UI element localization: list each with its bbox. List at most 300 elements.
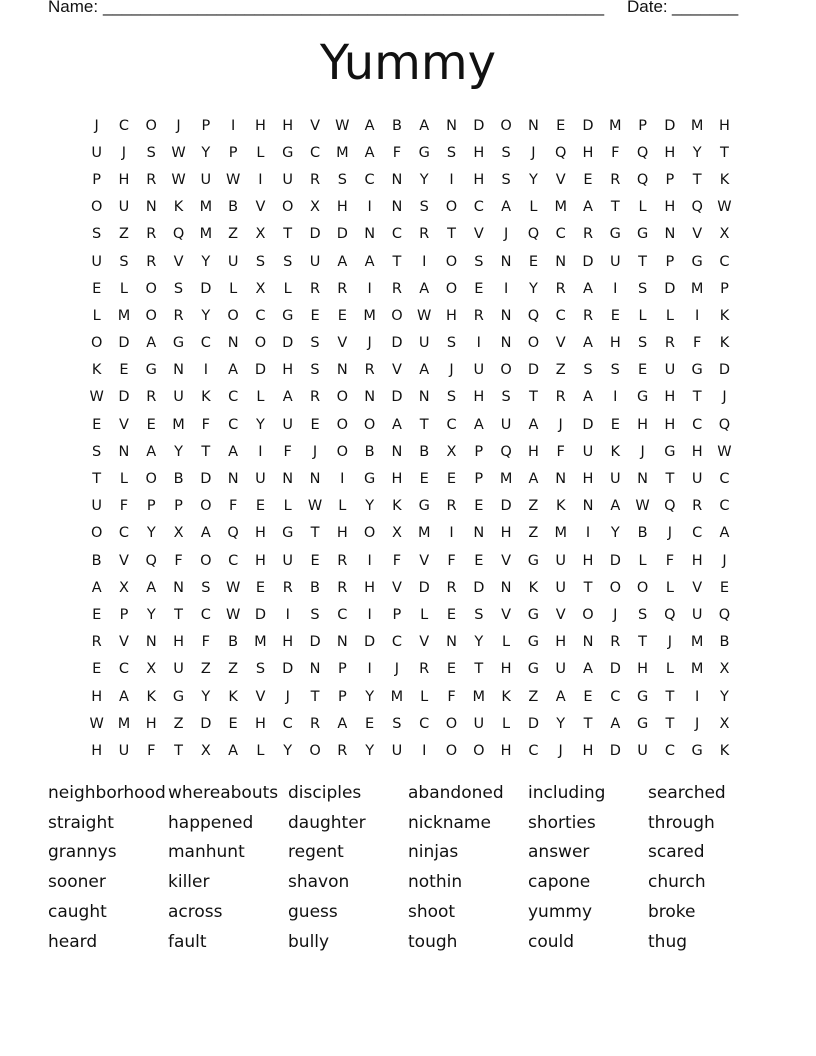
grid-letter: E: [310, 307, 320, 324]
grid-letter: U: [282, 552, 294, 569]
grid-letter: Y: [365, 498, 375, 515]
grid-letter: M: [609, 117, 622, 134]
grid-letter: H: [118, 171, 130, 188]
grid-letter: H: [691, 552, 703, 569]
grid-letter: O: [336, 389, 349, 406]
grid-row: [83, 710, 743, 737]
grid-letter: D: [309, 634, 321, 651]
grid-letter: B: [310, 579, 320, 596]
grid-letter: G: [609, 226, 621, 243]
grid-letter: O: [200, 498, 212, 515]
grid-letter: X: [173, 525, 184, 542]
grid-letter: R: [309, 389, 321, 406]
grid-letter: O: [527, 335, 540, 352]
grid-letter: A: [146, 443, 157, 460]
grid-letter: Y: [610, 525, 620, 542]
grid-letter: G: [282, 307, 294, 324]
grid-row: [83, 330, 743, 357]
name-line: _____________________________________________________: [103, 0, 605, 16]
grid-letter: N: [173, 362, 184, 379]
grid-letter: H: [473, 171, 485, 188]
grid-letter: M: [363, 307, 376, 324]
grid-letter: N: [364, 389, 376, 406]
word-list-item: grannys: [48, 842, 117, 863]
grid-letter: Q: [636, 144, 649, 161]
grid-letter: A: [228, 362, 239, 379]
grid-letter: F: [665, 552, 675, 569]
grid-letter: E: [310, 416, 320, 433]
grid-letter: R: [555, 280, 566, 297]
grid-letter: R: [146, 171, 157, 188]
grid-letter: F: [447, 552, 456, 569]
grid-row: [83, 493, 743, 520]
grid-row: [83, 547, 743, 574]
grid-letter: U: [418, 335, 430, 352]
grid-letter: C: [419, 715, 430, 732]
grid-letter: R: [309, 280, 321, 297]
grid-letter: A: [118, 688, 129, 705]
grid-letter: U: [609, 471, 621, 488]
grid-letter: O: [500, 117, 512, 134]
grid-letter: A: [583, 335, 593, 352]
grid-letter: S: [337, 171, 347, 188]
grid-letter: A: [364, 117, 375, 134]
grid-letter: A: [419, 117, 430, 134]
grid-letter: K: [201, 389, 211, 406]
grid-letter: C: [719, 253, 730, 270]
grid-letter: C: [391, 634, 402, 651]
grid-letter: S: [173, 280, 184, 297]
grid-letter: R: [692, 498, 703, 515]
grid-letter: I: [258, 171, 263, 188]
grid-letter: X: [446, 443, 457, 460]
grid-letter: U: [555, 579, 566, 596]
grid-letter: D: [200, 715, 212, 732]
grid-letter: A: [364, 144, 375, 161]
grid-letter: C: [228, 416, 239, 433]
word-list-item: guess: [288, 902, 338, 923]
grid-letter: M: [690, 280, 704, 297]
grid-letter: H: [582, 144, 594, 161]
grid-letter: F: [611, 144, 620, 161]
word-list-item: abandoned: [408, 782, 504, 803]
grid-letter: D: [309, 226, 321, 243]
grid-row: [83, 574, 743, 601]
word-list-item: thug: [648, 931, 688, 952]
grid-letter: T: [665, 715, 675, 732]
grid-letter: A: [501, 199, 512, 216]
grid-letter: L: [338, 498, 347, 515]
grid-letter: G: [527, 552, 540, 569]
grid-letter: G: [172, 688, 185, 705]
grid-letter: Q: [527, 307, 540, 324]
grid-letter: S: [610, 362, 620, 379]
grid-letter: R: [555, 389, 566, 406]
grid-letter: C: [228, 389, 239, 406]
grid-letter: B: [419, 443, 430, 460]
word-row: [48, 867, 768, 897]
grid-letter: O: [473, 742, 485, 759]
grid-letter: R: [337, 552, 348, 569]
grid-letter: U: [637, 742, 648, 759]
grid-letter: T: [283, 226, 293, 243]
grid-letter: K: [719, 307, 730, 324]
grid-letter: C: [309, 144, 321, 161]
grid-letter: T: [692, 389, 702, 406]
grid-letter: O: [90, 199, 103, 216]
grid-letter: U: [200, 171, 212, 188]
grid-letter: F: [119, 498, 129, 515]
grid-row: [83, 221, 743, 248]
grid-letter: F: [556, 443, 565, 460]
grid-letter: Z: [228, 661, 239, 678]
grid-letter: T: [665, 688, 675, 705]
grid-letter: I: [230, 117, 236, 134]
grid-letter: T: [528, 389, 538, 406]
grid-letter: K: [146, 688, 156, 705]
grid-letter: D: [200, 471, 212, 488]
grid-letter: E: [474, 552, 484, 569]
grid-letter: A: [583, 280, 593, 297]
grid-letter: A: [91, 579, 102, 596]
grid-letter: I: [449, 171, 454, 188]
grid-letter: D: [391, 389, 403, 406]
grid-letter: O: [582, 606, 594, 623]
grid-letter: M: [117, 715, 131, 732]
grid-letter: O: [445, 199, 458, 216]
grid-letter: E: [255, 498, 266, 515]
grid-letter: H: [145, 715, 157, 732]
page-title: Yummy: [319, 35, 497, 91]
grid-letter: W: [225, 579, 241, 596]
grid-letter: W: [171, 171, 186, 188]
grid-letter: U: [691, 606, 703, 623]
grid-letter: I: [203, 362, 208, 379]
grid-letter: G: [282, 144, 294, 161]
grid-letter: G: [527, 661, 540, 678]
grid-letter: T: [610, 199, 620, 216]
grid-letter: R: [309, 171, 321, 188]
grid-letter: A: [583, 661, 593, 678]
grid-letter: H: [446, 307, 457, 324]
grid-letter: V: [173, 253, 184, 270]
grid-letter: N: [282, 471, 294, 488]
grid-letter: D: [609, 661, 621, 678]
grid-letter: O: [90, 525, 103, 542]
grid-letter: Q: [227, 525, 239, 542]
grid-letter: V: [118, 416, 129, 433]
grid-letter: G: [145, 362, 157, 379]
word-list-item: searched: [648, 782, 726, 803]
word-list-item: could: [528, 931, 575, 952]
grid-letter: O: [336, 443, 349, 460]
grid-letter: L: [420, 688, 429, 705]
word-list-item: tough: [408, 931, 458, 952]
grid-row: [83, 357, 743, 384]
grid-letter: N: [664, 226, 676, 243]
grid-letter: M: [336, 144, 349, 161]
grid-row: [83, 656, 743, 683]
grid-letter: R: [419, 226, 430, 243]
grid-letter: E: [638, 362, 648, 379]
grid-letter: S: [446, 335, 457, 352]
grid-letter: E: [556, 117, 566, 134]
grid-letter: R: [446, 498, 457, 515]
word-row: [48, 808, 768, 838]
grid-letter: V: [692, 579, 703, 596]
grid-letter: A: [419, 280, 430, 297]
grid-letter: J: [558, 742, 563, 759]
grid-letter: W: [417, 307, 432, 324]
grid-letter: V: [501, 552, 512, 569]
grid-letter: O: [282, 199, 294, 216]
grid-letter: F: [147, 742, 156, 759]
grid-letter: S: [310, 606, 320, 623]
grid-letter: H: [527, 443, 539, 460]
letter-grid: [83, 112, 743, 765]
grid-letter: R: [337, 579, 348, 596]
grid-letter: L: [665, 579, 674, 596]
grid-letter: N: [446, 634, 457, 651]
grid-letter: K: [555, 498, 566, 515]
grid-letter: T: [583, 579, 593, 596]
grid-letter: C: [692, 416, 703, 433]
grid-letter: J: [367, 335, 372, 352]
grid-letter: J: [722, 389, 727, 406]
grid-letter: L: [119, 280, 128, 297]
grid-letter: C: [719, 471, 730, 488]
word-list-item: shorties: [528, 812, 596, 833]
grid-letter: C: [118, 117, 129, 134]
grid-letter: S: [446, 144, 457, 161]
grid-letter: M: [554, 525, 567, 542]
grid-letter: A: [364, 253, 375, 270]
grid-letter: Q: [664, 498, 676, 515]
grid-row: [83, 139, 743, 166]
grid-letter: T: [474, 661, 484, 678]
grid-letter: Y: [146, 606, 156, 623]
grid-letter: N: [582, 634, 594, 651]
grid-letter: S: [637, 606, 648, 623]
grid-letter: B: [91, 552, 102, 569]
grid-letter: L: [502, 715, 511, 732]
grid-letter: M: [554, 199, 567, 216]
grid-letter: J: [285, 688, 290, 705]
grid-letter: H: [282, 634, 294, 651]
grid-letter: M: [690, 117, 704, 134]
grid-letter: H: [637, 416, 649, 433]
grid-letter: Z: [200, 661, 211, 678]
grid-letter: H: [282, 117, 294, 134]
grid-letter: L: [529, 199, 538, 216]
grid-letter: A: [419, 362, 430, 379]
grid-letter: X: [310, 199, 320, 216]
word-list-item: sooner: [48, 872, 106, 893]
grid-letter: E: [92, 661, 102, 678]
grid-letter: S: [255, 661, 266, 678]
word-list-item: shavon: [288, 872, 350, 893]
grid-letter: P: [174, 498, 183, 515]
grid-letter: J: [613, 606, 618, 623]
grid-letter: S: [310, 362, 320, 379]
grid-letter: T: [638, 634, 648, 651]
grid-letter: Q: [145, 552, 157, 569]
grid-letter: D: [609, 552, 621, 569]
grid-letter: Q: [718, 606, 731, 623]
grid-letter: A: [555, 688, 566, 705]
grid-letter: G: [636, 688, 649, 705]
grid-letter: G: [527, 634, 540, 651]
grid-letter: F: [392, 144, 402, 161]
grid-letter: C: [364, 171, 375, 188]
grid-letter: E: [583, 171, 593, 188]
grid-letter: V: [391, 579, 402, 596]
grid-letter: V: [473, 226, 484, 243]
grid-letter: Q: [172, 226, 185, 243]
grid-letter: H: [254, 552, 266, 569]
grid-letter: O: [145, 280, 157, 297]
grid-letter: M: [172, 416, 185, 433]
grid-letter: V: [501, 606, 512, 623]
grid-letter: A: [337, 253, 348, 270]
grid-letter: W: [717, 199, 732, 216]
header: [48, 0, 748, 19]
grid-letter: V: [255, 199, 266, 216]
grid-letter: Q: [527, 226, 540, 243]
grid-letter: D: [418, 579, 430, 596]
grid-letter: R: [173, 307, 184, 324]
grid-letter: K: [610, 443, 621, 460]
grid-letter: S: [119, 253, 129, 270]
grid-letter: X: [255, 280, 266, 297]
grid-letter: H: [582, 552, 594, 569]
grid-letter: X: [146, 661, 157, 678]
grid-letter: E: [446, 606, 457, 623]
grid-letter: J: [394, 661, 400, 678]
grid-row: [83, 411, 743, 438]
grid-letter: O: [636, 579, 649, 596]
word-list-item: broke: [648, 902, 696, 923]
grid-letter: G: [636, 715, 649, 732]
grid-letter: J: [449, 362, 454, 379]
grid-letter: E: [446, 471, 457, 488]
grid-letter: E: [146, 416, 156, 433]
grid-letter: M: [254, 634, 267, 651]
grid-letter: Y: [692, 144, 702, 161]
grid-letter: R: [91, 634, 102, 651]
grid-letter: K: [173, 199, 184, 216]
grid-letter: H: [664, 389, 676, 406]
grid-letter: N: [309, 471, 321, 488]
grid-letter: I: [695, 307, 700, 324]
grid-letter: P: [337, 688, 347, 705]
grid-letter: O: [363, 416, 376, 433]
grid-letter: I: [258, 443, 263, 460]
grid-letter: M: [417, 525, 431, 542]
grid-letter: U: [173, 661, 184, 678]
grid-letter: D: [254, 362, 267, 379]
grid-letter: G: [636, 226, 649, 243]
grid-letter: D: [582, 416, 594, 433]
grid-letter: J: [531, 144, 536, 161]
grid-letter: A: [391, 416, 402, 433]
grid-letter: Q: [500, 443, 512, 460]
grid-letter: I: [422, 742, 427, 759]
grid-letter: E: [528, 253, 538, 270]
grid-letter: U: [118, 742, 130, 759]
grid-letter: L: [229, 280, 238, 297]
grid-letter: H: [364, 579, 376, 596]
grid-letter: U: [227, 253, 239, 270]
grid-letter: C: [664, 742, 675, 759]
grid-letter: C: [610, 688, 621, 705]
grid-letter: H: [91, 742, 103, 759]
grid-letter: I: [613, 280, 618, 297]
grid-letter: E: [474, 498, 484, 515]
grid-row: [83, 438, 743, 465]
grid-letter: H: [555, 634, 567, 651]
grid-letter: I: [367, 606, 372, 623]
grid-letter: V: [555, 335, 566, 352]
grid-letter: C: [200, 606, 211, 623]
grid-letter: C: [473, 199, 484, 216]
word-list-item: church: [648, 872, 706, 893]
grid-letter: P: [92, 171, 102, 188]
grid-letter: R: [337, 742, 348, 759]
grid-letter: U: [555, 552, 566, 569]
grid-letter: H: [473, 389, 485, 406]
grid-letter: L: [665, 661, 674, 678]
grid-letter: U: [91, 144, 102, 161]
grid-letter: D: [473, 579, 485, 596]
grid-letter: T: [174, 606, 183, 623]
grid-letter: D: [282, 335, 294, 352]
grid-letter: H: [500, 742, 512, 759]
grid-letter: A: [228, 742, 239, 759]
grid-letter: I: [367, 199, 372, 216]
grid-letter: E: [419, 471, 429, 488]
grid-row: [83, 629, 743, 656]
grid-letter: G: [527, 606, 540, 623]
grid-letter: E: [119, 362, 129, 379]
grid-letter: U: [282, 416, 294, 433]
grid-letter: U: [473, 715, 485, 732]
grid-letter: S: [583, 362, 593, 379]
grid-letter: S: [637, 280, 648, 297]
grid-letter: B: [228, 199, 239, 216]
grid-letter: U: [691, 471, 703, 488]
grid-letter: M: [472, 688, 486, 705]
grid-letter: J: [722, 552, 727, 569]
word-row: [48, 897, 768, 927]
grid-letter: M: [199, 199, 213, 216]
grid-letter: V: [118, 634, 129, 651]
word-list-item: daughter: [288, 812, 366, 833]
grid-letter: X: [200, 742, 211, 759]
grid-letter: U: [582, 443, 594, 460]
grid-letter: H: [336, 199, 348, 216]
grid-letter: R: [446, 579, 457, 596]
grid-letter: I: [367, 552, 372, 569]
grid-letter: N: [227, 335, 239, 352]
word-list-item: shoot: [408, 902, 456, 923]
word-list-item: nickname: [408, 812, 491, 833]
grid-letter: R: [582, 307, 594, 324]
grid-letter: C: [555, 307, 566, 324]
grid-letter: N: [391, 171, 403, 188]
grid-letter: A: [473, 416, 484, 433]
grid-letter: V: [555, 171, 566, 188]
